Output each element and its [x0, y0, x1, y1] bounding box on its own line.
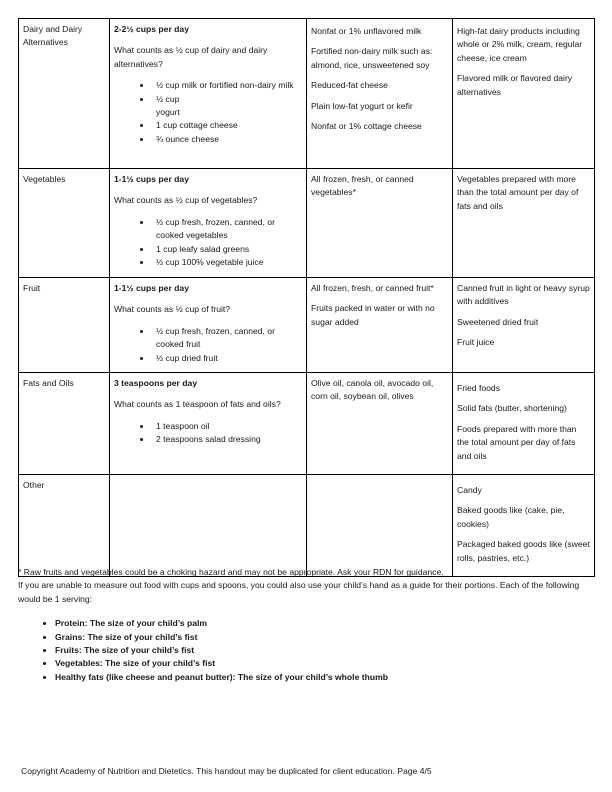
list-item: • 2 teaspoons salad dressing — [152, 433, 302, 446]
table-row-dairy — [19, 19, 595, 169]
limit-item: Vegetables prepared with more than the total amount per day of fats and oils — [457, 174, 579, 211]
list-item: • Healthy fats (like cheese and peanut butter): The size of your child’s whole thumb — [55, 671, 594, 684]
list-item: • ¾ ounce cheese — [152, 133, 302, 146]
list-item: • 1 teaspoon oil — [152, 420, 302, 433]
list-item: • Grains: The size of your child’s fist — [55, 631, 594, 644]
limit-item: Candy — [457, 485, 482, 496]
portion-question: What counts as ½ cup of fruit? — [114, 304, 231, 315]
list-item: • ½ cup fresh, frozen, canned, or cooked fruit — [152, 325, 302, 352]
limit-cell — [453, 169, 595, 278]
choose-cell — [307, 19, 453, 169]
daily-amount: 3 teaspoons per day — [114, 378, 198, 388]
limit-item: Fried foods — [457, 383, 500, 393]
portion-list — [114, 216, 302, 270]
portion-question: What counts as ½ cup of dairy and dairy alternatives? — [114, 45, 268, 69]
choose-cell — [307, 373, 453, 475]
choose-item: Nonfat or 1% cottage cheese — [311, 121, 422, 132]
choose-item: Plain low-fat yogurt or kefir — [311, 100, 413, 111]
list-item: • ½ cup dried fruit — [152, 352, 302, 365]
portion-list — [114, 325, 302, 365]
amount-cell — [110, 373, 307, 475]
amount-cell — [110, 278, 307, 373]
list-item: • 1 cup cottage cheese — [152, 119, 302, 132]
food-group-name: Other — [23, 480, 45, 491]
limit-item: Baked goods like (cake, pie, cookies) — [457, 505, 565, 529]
food-group-name: Fats and Oils — [23, 378, 74, 388]
limit-cell — [453, 475, 595, 577]
table-row-fruit — [19, 278, 595, 373]
portion-list — [114, 420, 302, 447]
food-group-name: Fruit — [23, 283, 41, 293]
food-group-cell — [19, 169, 110, 278]
portion-question: What counts as 1 teaspoon of fats and oils? — [114, 399, 281, 410]
choose-item: Reduced-fat cheese — [311, 80, 388, 91]
food-group-table — [18, 18, 595, 577]
table-row-fats-oils — [19, 373, 595, 475]
hand-guide-list — [18, 617, 594, 684]
choose-item: Olive oil, canola oil, avocado oil, corn oil, soybean oil, olives — [311, 378, 434, 402]
food-group-name: Vegetables — [23, 174, 66, 184]
daily-amount: 1-1½ cups per day — [114, 174, 189, 184]
daily-amount: 1-1½ cups per day — [114, 283, 189, 293]
table-row-other — [19, 475, 595, 577]
choose-cell — [307, 278, 453, 373]
food-group-cell — [19, 19, 110, 169]
list-item: • ½ cup yogurt — [152, 93, 302, 120]
list-item: • Protein: The size of your child’s palm — [55, 617, 594, 630]
limit-item: Flavored milk or flavored dairy alternatives — [457, 73, 573, 97]
portion-list — [114, 79, 302, 146]
limit-item: Sweetened dried fruit — [457, 316, 539, 327]
list-item: • 1 cup leafy salad greens — [152, 243, 302, 256]
choose-cell — [307, 475, 453, 577]
choose-item: Fortified non-dairy milk such as: almond, rice, unsweetened soy — [311, 46, 433, 70]
list-item: • Vegetables: The size of your child’s fist — [55, 657, 594, 670]
hand-guide-intro: If you are unable to measure out food with cups and spoons, you could also use your child’s hand as a guide for their portions. Each of the following would be 1 serving: — [18, 580, 580, 604]
daily-amount: 2-2½ cups per day — [114, 24, 189, 34]
list-item: • ½ cup 100% vegetable juice — [152, 256, 302, 269]
amount-cell — [110, 19, 307, 169]
choose-item: All frozen, fresh, or canned fruit* — [311, 283, 434, 293]
limit-item: Foods prepared with more than the total amount per day of fats and oils — [457, 423, 577, 461]
limit-cell — [453, 278, 595, 373]
page-footer: Copyright Academy of Nutrition and Dietetics. This handout may be duplicated for client education. Page 4/5 — [21, 766, 432, 776]
limit-item: Canned fruit in light or heavy syrup with additives — [457, 283, 590, 307]
limit-cell — [453, 373, 595, 475]
amount-cell — [110, 169, 307, 278]
limit-item: Fruit juice — [457, 337, 495, 348]
choose-item: Fruits packed in water or with no sugar added — [311, 303, 435, 327]
limit-item: Solid fats (butter, shortening) — [457, 403, 567, 414]
list-item: • ½ cup fresh, frozen, canned, or cooked vegetables — [152, 216, 302, 243]
amount-cell — [110, 475, 307, 577]
portion-question: What counts as ½ cup of vegetables? — [114, 195, 258, 206]
limit-item: High-fat dairy products including whole or 2% milk, cream, regular cheese, ice cream — [457, 26, 583, 63]
table-row-vegetables — [19, 169, 595, 278]
notes-section — [18, 566, 594, 684]
footnote: * Raw fruits and vegetables could be a choking hazard and may not be appropriate. Ask your RDN for guidance. — [18, 567, 444, 577]
limit-item: Packaged baked goods like (sweet rolls, pastries, etc.) — [457, 539, 590, 563]
choose-item: Nonfat or 1% unflavored milk — [311, 26, 422, 36]
choose-item: All frozen, fresh, or canned vegetables* — [311, 174, 414, 198]
choose-cell — [307, 169, 453, 278]
limit-cell — [453, 19, 595, 169]
list-item: • ½ cup milk or fortified non-dairy milk — [152, 79, 302, 92]
list-item: • Fruits: The size of your child’s fist — [55, 644, 594, 657]
food-group-cell — [19, 373, 110, 475]
food-group-cell — [19, 475, 110, 577]
food-group-name: Dairy and Dairy Alternatives — [23, 24, 83, 48]
food-group-cell — [19, 278, 110, 373]
